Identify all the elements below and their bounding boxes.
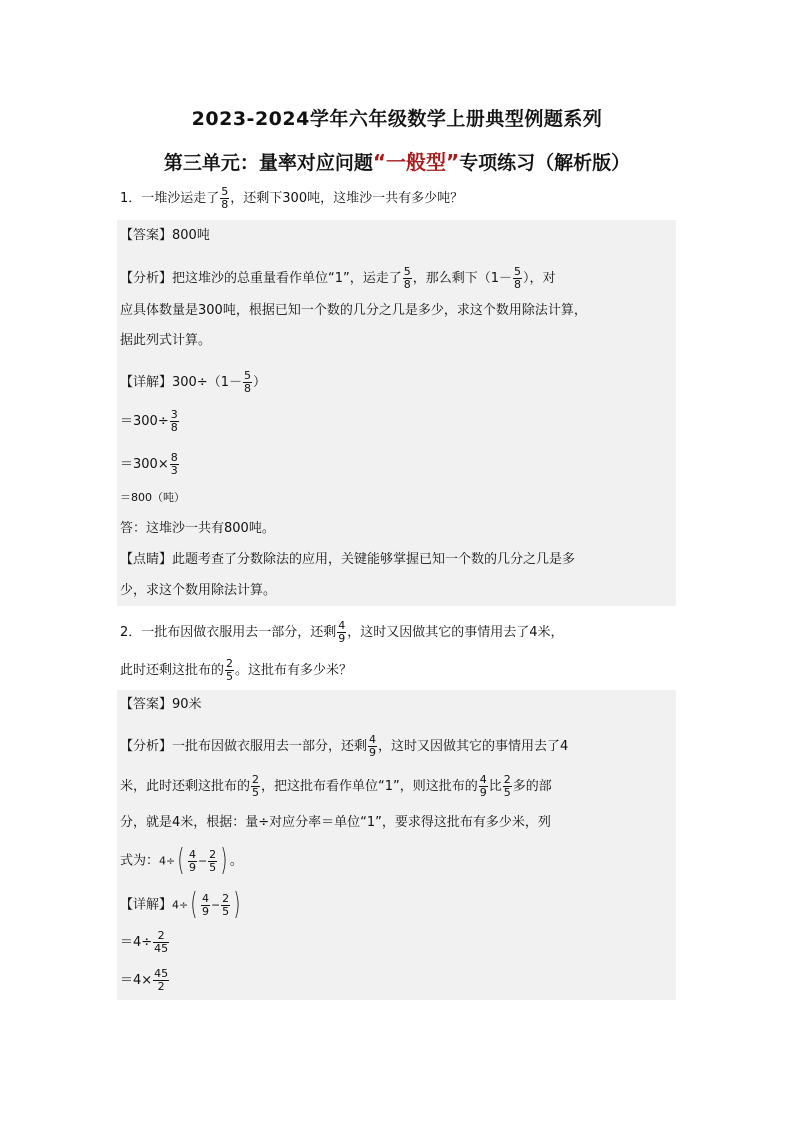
right-paren-glyph: ) xyxy=(220,843,228,878)
q1-analysis-fraction2: $\frac{5}{8}$ xyxy=(514,265,522,291)
q2-step1 xyxy=(120,930,170,955)
q1-step1-fraction: $\frac{3}{8}$ xyxy=(170,408,178,434)
q1-stem-fraction: $\frac{5}{8}$ xyxy=(221,185,229,211)
q2-analysis2-text-b: ，把这批布看作单位“1”，则这批布的 xyxy=(261,779,478,794)
q2-step1-fraction: $\frac{2}{45}$ xyxy=(154,929,169,955)
left-paren-glyph: ( xyxy=(177,843,185,878)
q2-analysis-line1 xyxy=(120,734,568,759)
q1-detail-text-b: ） xyxy=(252,375,266,390)
q2-stem2-text-b: 。这批布有多少米？ xyxy=(235,663,353,678)
q1-step2-text: ＝300× xyxy=(120,457,169,472)
q2-analysis2-text-d: 多的部 xyxy=(512,779,552,794)
q2-formula-prefix: 4÷ xyxy=(159,854,176,868)
q1-analysis-line1 xyxy=(120,266,556,291)
q1-detail-text-a: 【详解】300÷（1－ xyxy=(120,375,242,390)
document-title: 2023-2024学年六年级数学上册典型例题系列 xyxy=(191,108,603,130)
q2-analysis2-text-c: 比 xyxy=(488,779,502,794)
q2-formula-minus: − xyxy=(197,854,208,868)
document-subtitle xyxy=(0,146,794,175)
q2-step2-fraction: $\frac{45}{2}$ xyxy=(154,967,169,993)
q1-analysis-line2: 应具体数量是300吨，根据已知一个数的几分之几是多少，求这个数用除法计算， xyxy=(120,303,587,318)
left-paren-glyph: ( xyxy=(190,887,198,922)
q1-stem-text-a: 1．一堆沙运走了 xyxy=(120,191,220,206)
q1-analysis-line3: 据此列式计算。 xyxy=(120,333,212,348)
q1-step2-fraction: $\frac{8}{3}$ xyxy=(170,451,178,477)
q2-analysis-text-a: 【分析】一批布因做衣服用去一部分，还剩 xyxy=(120,739,368,754)
subtitle-highlight: “一般型” xyxy=(372,150,460,174)
q1-analysis-text-a: 【分析】把这堆沙的总重量看作单位“1”，运走了 xyxy=(120,271,402,286)
q2-answer: 【答案】90米 xyxy=(120,697,202,712)
q2-formula-fraction2: $\frac{2}{5}$ xyxy=(209,847,217,874)
q2-detail-fraction1: $\frac{4}{9}$ xyxy=(201,891,209,918)
q2-detail-minus: − xyxy=(210,898,221,912)
q2-detail-label: 【详解】 xyxy=(120,897,173,913)
q2-analysis2-fraction2: $\frac{4}{9}$ xyxy=(479,773,487,799)
q2-stem-line2 xyxy=(120,658,352,683)
q1-step2 xyxy=(120,452,180,477)
q2-step2 xyxy=(120,968,170,993)
q2-stem-text-a: 2．一批布因做衣服用去一部分，还剩 xyxy=(120,625,337,640)
q2-formula-fraction1: $\frac{4}{9}$ xyxy=(188,847,196,874)
q2-analysis2-text-a: 米，此时还剩这批布的 xyxy=(120,779,251,794)
subtitle-prefix: 第三单元：量率对应问题 xyxy=(163,152,373,174)
q2-analysis-text-b: ，这时又因做其它的事情用去了4 xyxy=(378,739,569,754)
q1-reply: 答：这堆沙一共有800吨。 xyxy=(120,521,275,536)
q2-analysis2-fraction: $\frac{2}{5}$ xyxy=(252,773,260,799)
q2-stem-line1 xyxy=(120,620,564,645)
q2-step2-text: ＝4× xyxy=(120,973,153,988)
q2-stem2-fraction: $\frac{2}{5}$ xyxy=(226,657,234,683)
q1-detail-fraction: $\frac{5}{8}$ xyxy=(243,369,251,395)
q1-comment-line1: 【点睛】此题考查了分数除法的应用，关键能够掌握已知一个数的几分之几是多 xyxy=(120,552,576,567)
q2-stem-text-b: ，这时又因做其它的事情用去了4米， xyxy=(347,625,564,640)
q2-detail xyxy=(120,887,243,922)
q1-comment-line2: 少，求这个数用除法计算。 xyxy=(120,583,277,598)
q1-step3: ＝800（吨） xyxy=(120,491,185,504)
right-paren-glyph: ) xyxy=(233,887,241,922)
q2-stem-fraction: $\frac{4}{9}$ xyxy=(338,619,346,645)
q1-stem-text-b: ，还剩下300吨，这堆沙一共有多少吨？ xyxy=(230,191,464,206)
q2-stem2-text-a: 此时还剩这批布的 xyxy=(120,663,225,678)
q2-detail-fraction2: $\frac{2}{5}$ xyxy=(222,891,230,918)
q2-analysis4-text-b: 。 xyxy=(229,853,243,869)
q1-step1 xyxy=(120,409,180,434)
q2-analysis2-fraction3: $\frac{2}{5}$ xyxy=(503,773,511,799)
q2-detail-prefix: 4÷ xyxy=(172,898,189,912)
q1-analysis-text-c: ），对 xyxy=(523,271,556,286)
q2-analysis-fraction: $\frac{4}{9}$ xyxy=(369,733,377,759)
q2-analysis-line4 xyxy=(120,843,243,878)
q2-analysis-line3: 分，就是4米，根据：量÷对应分率＝单位“1”，要求得这批布有多少米，列 xyxy=(120,815,551,830)
q1-analysis-fraction: $\frac{5}{8}$ xyxy=(403,265,411,291)
subtitle-suffix: 专项练习（解析版） xyxy=(459,152,631,174)
q1-step1-text: ＝300÷ xyxy=(120,414,169,429)
q1-detail xyxy=(120,370,266,395)
q2-analysis4-text-a: 式为： xyxy=(120,853,160,869)
q1-analysis-text-b: ，那么剩下（1－ xyxy=(412,271,513,286)
q1-stem xyxy=(120,186,463,211)
q1-answer: 【答案】800吨 xyxy=(120,228,210,243)
q2-step1-text: ＝4÷ xyxy=(120,935,153,950)
q2-analysis-line2 xyxy=(120,774,552,799)
